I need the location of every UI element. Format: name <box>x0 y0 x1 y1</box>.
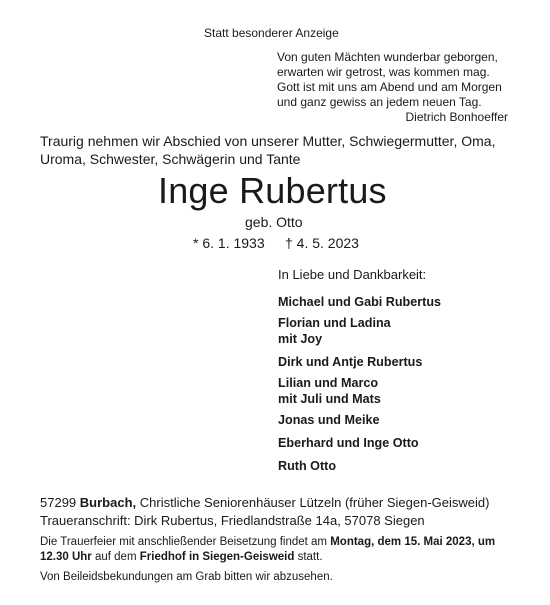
postal-code: 57299 <box>40 495 77 510</box>
service-text: Die Trauerfeier mit anschließender Beisetzung findet am <box>40 536 328 548</box>
quote-line: und ganz gewiss an jedem neuen Tag. <box>277 95 482 109</box>
condolence-note: Von Beileidsbekundungen am Grab bitten wir abzusehen. <box>40 571 333 583</box>
service-time: 12.30 Uhr <box>40 551 92 563</box>
quote-author: Dietrich Bonhoeffer <box>405 110 508 124</box>
deceased-name: Inge Rubertus <box>158 170 387 211</box>
mourner-name: Florian und Ladina <box>278 316 391 330</box>
service-info <box>40 535 495 565</box>
location-line <box>40 495 489 510</box>
intro-line: Traurig nehmen wir Abschied von unserer Mutter, Schwiegermutter, Oma, <box>40 133 496 149</box>
town-name: Burbach, <box>79 495 137 510</box>
intro-line: Uroma, Schwester, Schwägerin und Tante <box>40 151 301 167</box>
service-text: auf dem <box>94 551 137 563</box>
quote-block <box>277 50 502 110</box>
birth-date: * 6. 1. 1933 <box>193 235 265 251</box>
mourner-name: Dirk und Antje Rubertus <box>278 355 423 369</box>
quote-line: Von guten Mächten wunderbar geborgen, <box>277 50 498 64</box>
quote-line: erwarten wir getrost, was kommen mag. <box>277 65 490 79</box>
intro-text <box>40 132 518 168</box>
death-date: † 4. 5. 2023 <box>285 235 359 251</box>
service-place: Friedhof in Siegen-Geisweid <box>139 551 295 563</box>
maiden-name: geb. Otto <box>245 214 303 230</box>
quote-line: Gott ist mit uns am Abend und am Morgen <box>277 80 502 94</box>
mourner-name: Michael und Gabi Rubertus <box>278 295 442 309</box>
service-date: Montag, dem 15. Mai 2023, um <box>330 536 496 548</box>
service-line <box>40 535 495 550</box>
mourner-name: Lilian und Marco <box>278 376 379 390</box>
mourner-name: Ruth Otto <box>278 459 337 473</box>
mourner-name: mit Juli und Mats <box>278 392 381 406</box>
mourner-name: mit Joy <box>278 332 323 346</box>
mourning-address: Traueranschrift: Dirk Rubertus, Friedlandstraße 14a, 57078 Siegen <box>40 513 425 528</box>
residence: Christliche Seniorenhäuser Lützeln (früher Siegen-Geisweid) <box>139 495 490 510</box>
notice-heading: Statt besonderer Anzeige <box>204 26 339 40</box>
mourners-heading: In Liebe und Dankbarkeit: <box>278 267 427 282</box>
service-line <box>40 550 495 565</box>
mourner-name: Jonas und Meike <box>278 413 380 427</box>
mourner-name: Eberhard und Inge Otto <box>278 436 419 450</box>
service-text: statt. <box>297 551 323 563</box>
